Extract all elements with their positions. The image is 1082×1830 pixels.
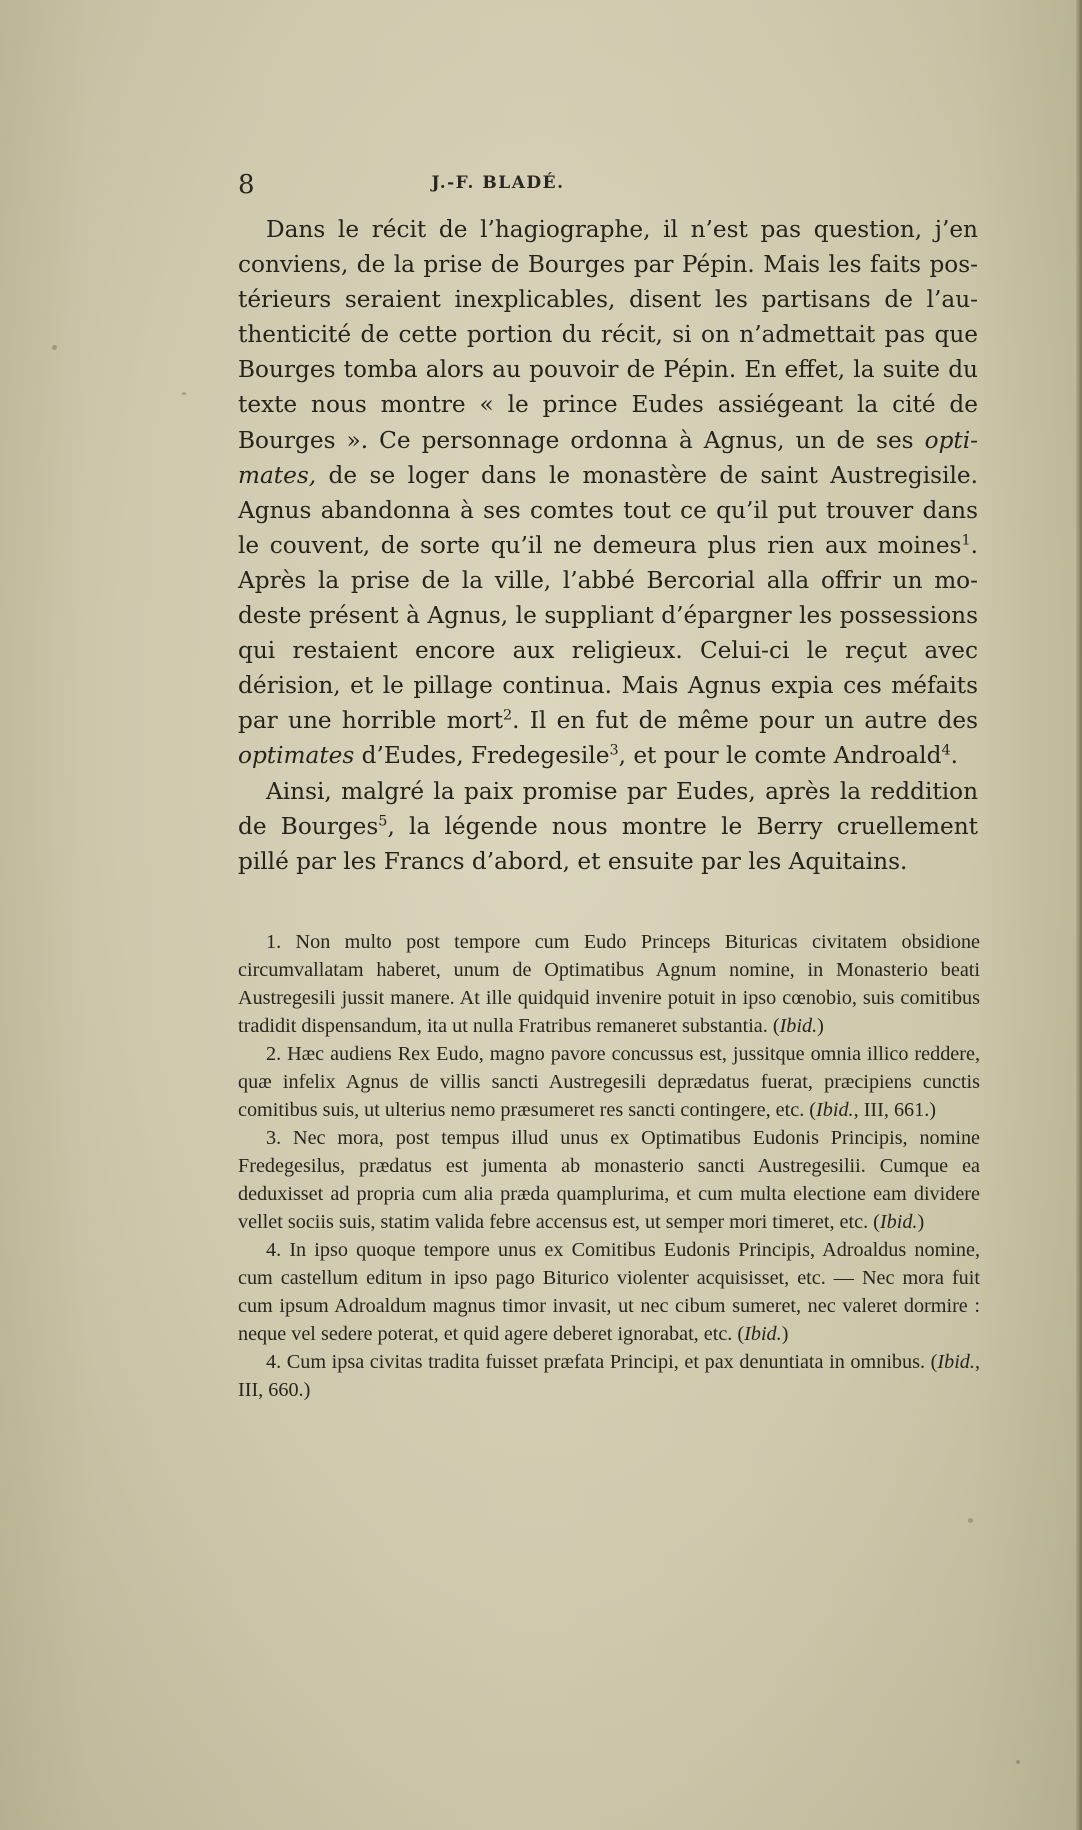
footnote <box>238 1040 980 1124</box>
text-run: Dans le récit de l’hagiographe, il n’est pas question, j’en conviens, de la prise de Bourges par Pépin. Mais les faits postérieurs seraient inexplicables, disent les partisans de l’authenticité de cette portion du récit, si on n’admettait pas que Bourges tomba alors au pouvoir de Pépin. En effet, la suite du texte nous montre « le prince Eudes assiégeant la cité de Bourges ». Ce personnage ordonna à Agnus, un de ses <box>238 216 978 454</box>
footnote-tail: ) <box>917 1211 925 1233</box>
footnote-tail: , III, 660.) <box>238 1351 980 1401</box>
footnote-text: . Cum ipsa civitas tradita fuisset præfata Principi, et pax denuntiata in omnibus. ( <box>276 1351 938 1373</box>
text-run: Ainsi, malgré la paix promise par Eudes, après la reddition de Bourges <box>238 777 978 840</box>
footnote-citation: Ibid. <box>816 1099 854 1121</box>
italic-term: optimates, <box>238 426 978 489</box>
footnote-number: 4 <box>266 1239 277 1261</box>
text-run: . Après la prise de la ville, l’abbé Bercorial alla offrir un modeste présent à Agnus, le suppliant d’épargner les possessions qui restaient encore aux religieux. Celui-ci le reçut avec dérision, et le pillage continua. Mais Agnus expia ces méfaits par une horrible mort <box>238 531 978 735</box>
footnote-tail: , III, 661.) <box>853 1099 936 1121</box>
footnote-ref: 2 <box>502 707 513 724</box>
footnote-ref: 1 <box>961 532 971 549</box>
text-run: . <box>950 742 958 770</box>
paper-spot <box>1016 1760 1020 1764</box>
italic-term: optimates <box>238 742 355 770</box>
footnote-text: . In ipso quoque tempore unus ex Comitibus Eudonis Principis, Adroaldus nomine, cum castellum editum in ipso pago Biturico violenter acquisisset, etc. — Nec mora fuit cum ipsum Adroaldum magnus timor invasit, ut nec cibum sumeret, nec valeret dormire : neque vel sedere poterat, et quid agere deberet ignorabat, etc. ( <box>238 1239 980 1345</box>
footnote <box>238 928 980 1040</box>
footnote-citation: Ibid. <box>779 1015 818 1037</box>
footnote-ref: 4 <box>941 742 951 759</box>
paragraph <box>238 212 978 774</box>
footnote <box>238 1124 980 1236</box>
footnote-citation: Ibid. <box>937 1351 975 1373</box>
page-edge-shadow <box>1076 0 1082 1830</box>
footnotes <box>238 928 980 1404</box>
footnote-text: . Nec mora, post tempus illud unus ex Optimatibus Eudonis Principis, nomine Fredegesilus, prædatus est jumenta ab monasterio sancti Austregesilii. Cumque ea deduxisset ad propria cum alia præda quamplurima, et cum multa electione eam dividere vellet sociis suis, statim valida febre accensus est, ut semper mori timeret, etc. ( <box>238 1127 980 1233</box>
footnote-number: 4 <box>266 1351 277 1373</box>
paper-spot <box>52 345 57 350</box>
paragraph <box>238 774 978 879</box>
footnote <box>238 1348 980 1404</box>
text-run: de se loger dans le monastère de saint Austregisile. Agnus abandonna à ses comtes tout ce qu’il put trouver dans le couvent, de sorte qu’il ne demeura plus rien aux moines <box>238 461 978 559</box>
footnote-ref: 5 <box>378 812 388 829</box>
footnote-text: . Hæc audiens Rex Eudo, magno pavore concussus est, jussitque omnia illico reddere, quæ infelix Agnus de villis sancti Austregesili deprædatus fuerat, præcipiens cunctis comitibus suis, ut ulterius nemo præsumeret res sancti contingere, etc. ( <box>238 1043 980 1121</box>
footnote-tail: ) <box>781 1323 789 1345</box>
footnote <box>238 1236 980 1348</box>
footnote-number: 3 <box>266 1127 277 1149</box>
page-number: 8 <box>238 170 255 200</box>
footnote-number: 1 <box>266 931 277 953</box>
text-run: , la légende nous montre le Berry cruellement pillé par les Francs d’abord, et ensuite par les Aquitains. <box>238 812 978 875</box>
running-head: J.-F. BLADÉ. <box>431 173 565 193</box>
page-header <box>238 168 978 204</box>
paper-spot <box>182 392 186 395</box>
text-run: d’Eudes, Fredegesile <box>354 742 610 770</box>
footnote-citation: Ibid. <box>879 1211 918 1233</box>
footnote-citation: Ibid. <box>744 1323 782 1345</box>
footnote-tail: ) <box>817 1015 824 1037</box>
footnote-ref: 3 <box>609 742 619 759</box>
footnote-text: . Non multo post tempore cum Eudo Princeps Bituricas civitatem obsidione circumvallatam haberet, unum de Optimatibus Agnum nomine, in Monasterio beati Austregesili jussit manere. At ille quidquid invenire potuit in ipso cœnobio, suis comitibus tradidit dispensandum, ita ut nulla Fratribus remaneret substantia. ( <box>238 931 980 1037</box>
main-text <box>238 212 978 879</box>
paper-spot <box>968 1518 973 1523</box>
footnote-number: 2 <box>266 1043 277 1065</box>
text-run: . Il en fut de même pour un autre des <box>512 707 979 735</box>
text-run: , et pour le comte Androald <box>618 742 942 770</box>
